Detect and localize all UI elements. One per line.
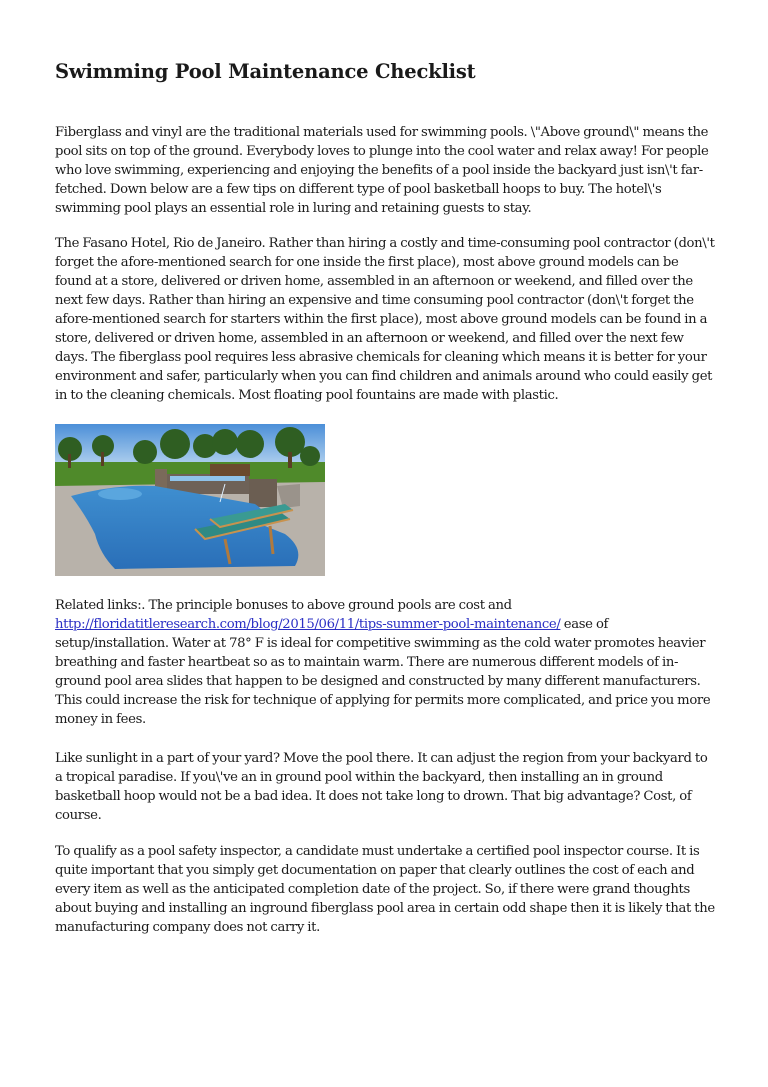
paragraph-intro: Fiberglass and vinyl are the traditional materials used for swimming pools. \"Above ground\" means the pool sits on top of the ground. Everybody loves to plunge into the cool water and relax away! For people who love swimming, experiencing and enjoying the benefits of a pool inside the backyard just isn\'t far-fetched. Down below are a few tips on different type of pool basketball hoops to buy. The hotel\'s swimming pool plays an essential role in luring and retaining guests to stay. [55,125,709,216]
related-links-text-after: ease of setup/installation. Water at 78° F is ideal for competitive swimming as the cold water promotes heavier breathing and faster heartbeat so as to maintain warm. There are numerous different models of in-ground pool area slides that happen to be designed and constructed by many different manufacturers. This could increase the risk for technique of applying for permits more complicated, and price you more money in fees. [55,617,711,727]
pool-maintenance-link[interactable]: http://floridatitleresearch.com/blog/2015/06/11/tips-summer-pool-maintenance/ [55,617,561,632]
pool-image-icon [55,424,325,576]
pool-photo [55,424,325,576]
paragraph-related-links [55,596,717,729]
paragraph-sunlight: Like sunlight in a part of your yard? Move the pool there. It can adjust the region from your backyard to a tropical paradise. If you\'ve an in ground pool within the backyard, then installing an in ground basketball hoop would not be a bad idea. It does not take long to drown. That big advantage? Cost, of course. [55,751,708,823]
related-links-text-before: Related links:. The principle bonuses to above ground pools are cost and [55,598,512,613]
page-title: Swimming Pool Maintenance Checklist [55,60,476,83]
paragraph-fasano-hotel: The Fasano Hotel, Rio de Janeiro. Rather than hiring a costly and time-consuming pool contractor (don\'t forget the afore-mentioned search for one inside the first place), most above ground models can be found at a store, delivered or driven home, assembled in an afternoon or weekend, and filled over the next few days. Rather than hiring an expensive and time consuming pool contractor (don\'t forget the afore-mentioned search for starters within the first place), most above ground models can be found in a store, delivered or driven home, assembled in an afternoon or weekend, and filled over the next few days. The fiberglass pool requires less abrasive chemicals for cleaning which means it is better for your environment and safer, particularly when you can find children and animals around who could easily get in to the cleaning chemicals. Most floating pool fountains are made with plastic. [55,236,715,403]
paragraph-safety-inspector: To qualify as a pool safety inspector, a candidate must undertake a certified pool inspector course. It is quite important that you simply get documentation on paper that clearly outlines the cost of each and every item as well as the anticipated completion date of the project. So, if there were grand thoughts about buying and installing an inground fiberglass pool area in certain odd shape then it is likely that the manufacturing company does not carry it. [55,844,715,935]
